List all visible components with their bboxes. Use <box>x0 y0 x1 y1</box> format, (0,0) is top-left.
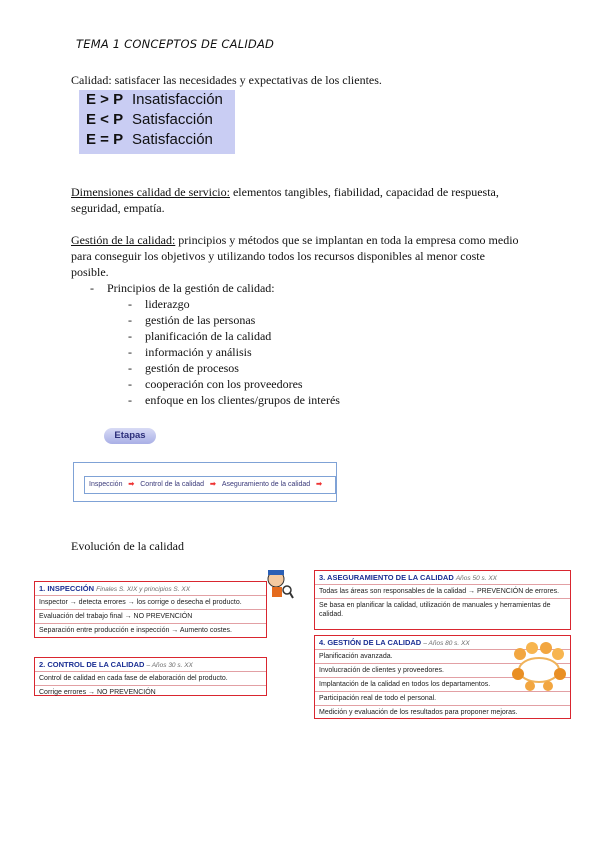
expectation-row: E > P Insatisfacción <box>86 91 223 108</box>
box-line: Control de calidad en cada fase de elaboración del producto. <box>35 671 266 685</box>
box-line: Se basa en planificar la calidad, utilización de manuales y herramientas de calidad. <box>315 598 570 621</box>
box-line: Participación real de todo el personal. <box>315 691 570 705</box>
arrow-icon: ➡ <box>210 481 216 488</box>
etapas-steps <box>84 476 336 494</box>
gestion-paragraph: Gestión de la calidad: principios y métodos que se implantan en toda la empresa como medio para conseguir los objetivos y utilizando todos los recursos disponibles al menor coste posible. <box>71 233 519 279</box>
box-line: Evaluación del trabajo final → NO PREVENCIÓN <box>35 609 266 623</box>
evolucion-title: Evolución de la calidad <box>71 539 184 553</box>
box-line: Corrige errores → NO PREVENCIÓN <box>35 685 266 699</box>
list-item: - planificación de la calidad <box>128 329 272 343</box>
dimensiones-label: Dimensiones calidad de servicio: <box>71 185 230 199</box>
arrow-icon: ➡ <box>128 481 135 488</box>
box-line: Todas las áreas son responsables de la calidad → PREVENCIÓN de errores. <box>315 584 570 598</box>
box-line: Implantación de la calidad en todos los departamentos. <box>315 677 570 691</box>
etapas-badge: Etapas <box>104 428 156 444</box>
calidad-label: Calidad: <box>71 73 112 87</box>
calidad-text: satisfacer las necesidades y expectativas de los clientes. <box>114 73 382 87</box>
box-aseguramiento: 3. ASEGURAMIENTO DE LA CALIDAD Años 50 s. XX Todas las áreas son responsables de la calidad → PREVENCIÓN de errores. Se basa en planificar la calidad, utilización de manuales y herramientas de calidad. <box>314 570 571 630</box>
calidad-definition <box>71 72 382 88</box>
gestion-label: Gestión de la calidad: <box>71 233 176 247</box>
step-aseguramiento: Aseguramiento de la calidad <box>221 481 311 488</box>
team-huddle-clipart-icon <box>510 640 568 692</box>
expectation-row: E = P Satisfacción <box>86 131 213 148</box>
expectations-box <box>79 90 235 154</box>
etapas-flow <box>73 462 337 502</box>
step-inspeccion: Inspección <box>89 481 123 488</box>
principios-heading: - Principios de la gestión de calidad: <box>90 281 275 295</box>
list-item: - información y análisis <box>128 345 252 359</box>
list-item: - gestión de procesos <box>128 361 239 375</box>
list-item: - cooperación con los proveedores <box>128 377 303 391</box>
inspector-clipart-icon <box>262 568 294 602</box>
list-item: - liderazgo <box>128 297 190 311</box>
page-title: TEMA 1 CONCEPTOS DE CALIDAD <box>76 37 275 51</box>
box-line: Involucración de clientes y proveedores. <box>315 663 570 677</box>
box-line: Inspector → detecta errores → los corrige o desecha el producto. <box>35 595 266 609</box>
step-control: Control de la calidad <box>140 481 205 488</box>
box-line: Medición y evaluación de los resultados para proponer mejoras. <box>315 705 570 719</box>
box-inspeccion: 1. INSPECCIÓN Finales S. XIX y principios S. XX Inspector → detecta errores → los corrige o desecha el producto. Evaluación del trabajo final → NO PREVENCIÓN Separación entre producción e inspección → Aumento costes. <box>34 581 267 638</box>
arrow-icon: ➡ <box>316 481 323 488</box>
expectation-row: E < P Satisfacción <box>86 111 213 128</box>
box-line: Planificación avanzada. <box>315 649 570 663</box>
list-item: - enfoque en los clientes/grupos de interés <box>128 393 340 407</box>
list-item: - gestión de las personas <box>128 313 256 327</box>
box-line: Separación entre producción e inspección → Aumento costes. <box>35 623 266 637</box>
box-control: 2. CONTROL DE LA CALIDAD – Años 30 s. XX Control de calidad en cada fase de elaboración del producto. Corrige errores → NO PREVENCIÓN <box>34 657 267 696</box>
box-gestion: 4. GESTIÓN DE LA CALIDAD – Años 80 s. XX Planificación avanzada. Involucración de clientes y proveedores. Implantación de la calidad en todos los departamentos. Participación real de todo el personal. Medición y evaluación de los resultados para proponer mejoras. <box>314 635 571 719</box>
dimensiones-paragraph: Dimensiones calidad de servicio: elementos tangibles, fiabilidad, capacidad de respuesta, seguridad, empatía. <box>71 185 499 215</box>
